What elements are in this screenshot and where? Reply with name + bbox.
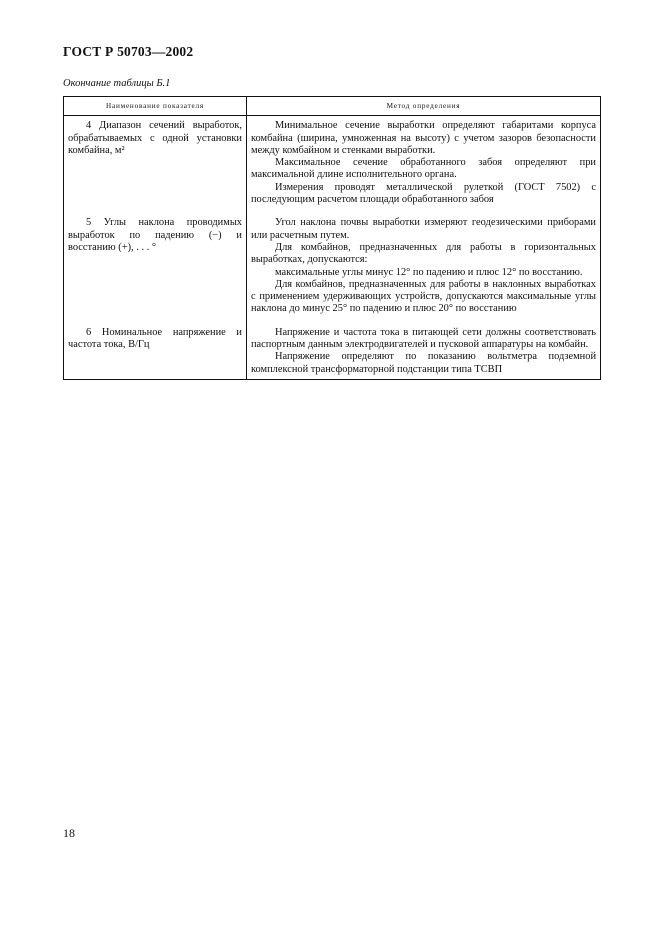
method-paragraph: Напряжение и частота тока в питающей сети должны соответствовать паспортным данным электродвигателей и пусковой аппаратуры на комбайн. — [251, 326, 596, 351]
method-paragraph: Максимальное сечение обработанного забоя определяют при максимальной длине исполнительного органа. — [251, 157, 596, 181]
table-row — [64, 216, 601, 315]
spec-table — [63, 96, 601, 380]
method-cell — [247, 326, 601, 380]
method-paragraph: Напряжение определяют по показанию вольтметра подземной комплексной трансформаторной подстанции типа ТСВП — [251, 351, 596, 375]
indicator-name-cell — [64, 216, 247, 315]
method-paragraph: Минимальное сечение выработки определяют габаритами корпуса комбайна (ширина, умноженная на высоту) с учетом зазоров безопасности между комбайном и стенками выработки. — [251, 120, 596, 156]
indicator-name: 5 Углы наклона проводимых выработок по падению (−) и восстанию (+), . . . ° — [68, 217, 242, 253]
method-paragraph: Для комбайнов, предназначенных для работы в горизонтальных выработках, допускаются: — [251, 241, 596, 266]
method-paragraph: Для комбайнов, предназначенных для работы в наклонных выработках с применением удерживающих устройств, допускаются максимальные углы наклона до минус 25° по падению и плюс 20° по восстанию — [251, 278, 596, 315]
table-header-row — [64, 97, 601, 116]
method-paragraph: максимальные углы минус 12° по падению и плюс 12° по восстанию. — [275, 266, 583, 278]
indicator-name-cell — [64, 326, 247, 380]
table-caption: Окончание таблицы Б.1 — [63, 78, 171, 89]
column-header-name: Наименование показателя — [64, 97, 247, 116]
indicator-name: 4 Диапазон сечений выработок, обрабатываемых с одной установки комбайна, м² — [68, 120, 242, 156]
page-number: 18 — [63, 826, 75, 840]
method-cell — [247, 216, 601, 315]
method-cell — [247, 116, 601, 207]
method-paragraph: Измерения проводят металлической рулеткой (ГОСТ 7502) с последующим расчетом площади обработанного забоя — [251, 181, 596, 206]
indicator-name: 6 Номинальное напряжение и частота тока, В/Гц — [68, 326, 242, 351]
row-spacer — [64, 206, 601, 216]
table-row — [64, 116, 601, 207]
row-spacer — [64, 316, 601, 326]
method-paragraph: Угол наклона почвы выработки измеряют геодезическими приборами или расчетным путем. — [251, 217, 596, 241]
document-header: ГОСТ Р 50703—2002 — [63, 44, 194, 59]
indicator-name-cell — [64, 116, 247, 207]
column-header-method: Метод определения — [247, 97, 601, 116]
table-row — [64, 326, 601, 380]
